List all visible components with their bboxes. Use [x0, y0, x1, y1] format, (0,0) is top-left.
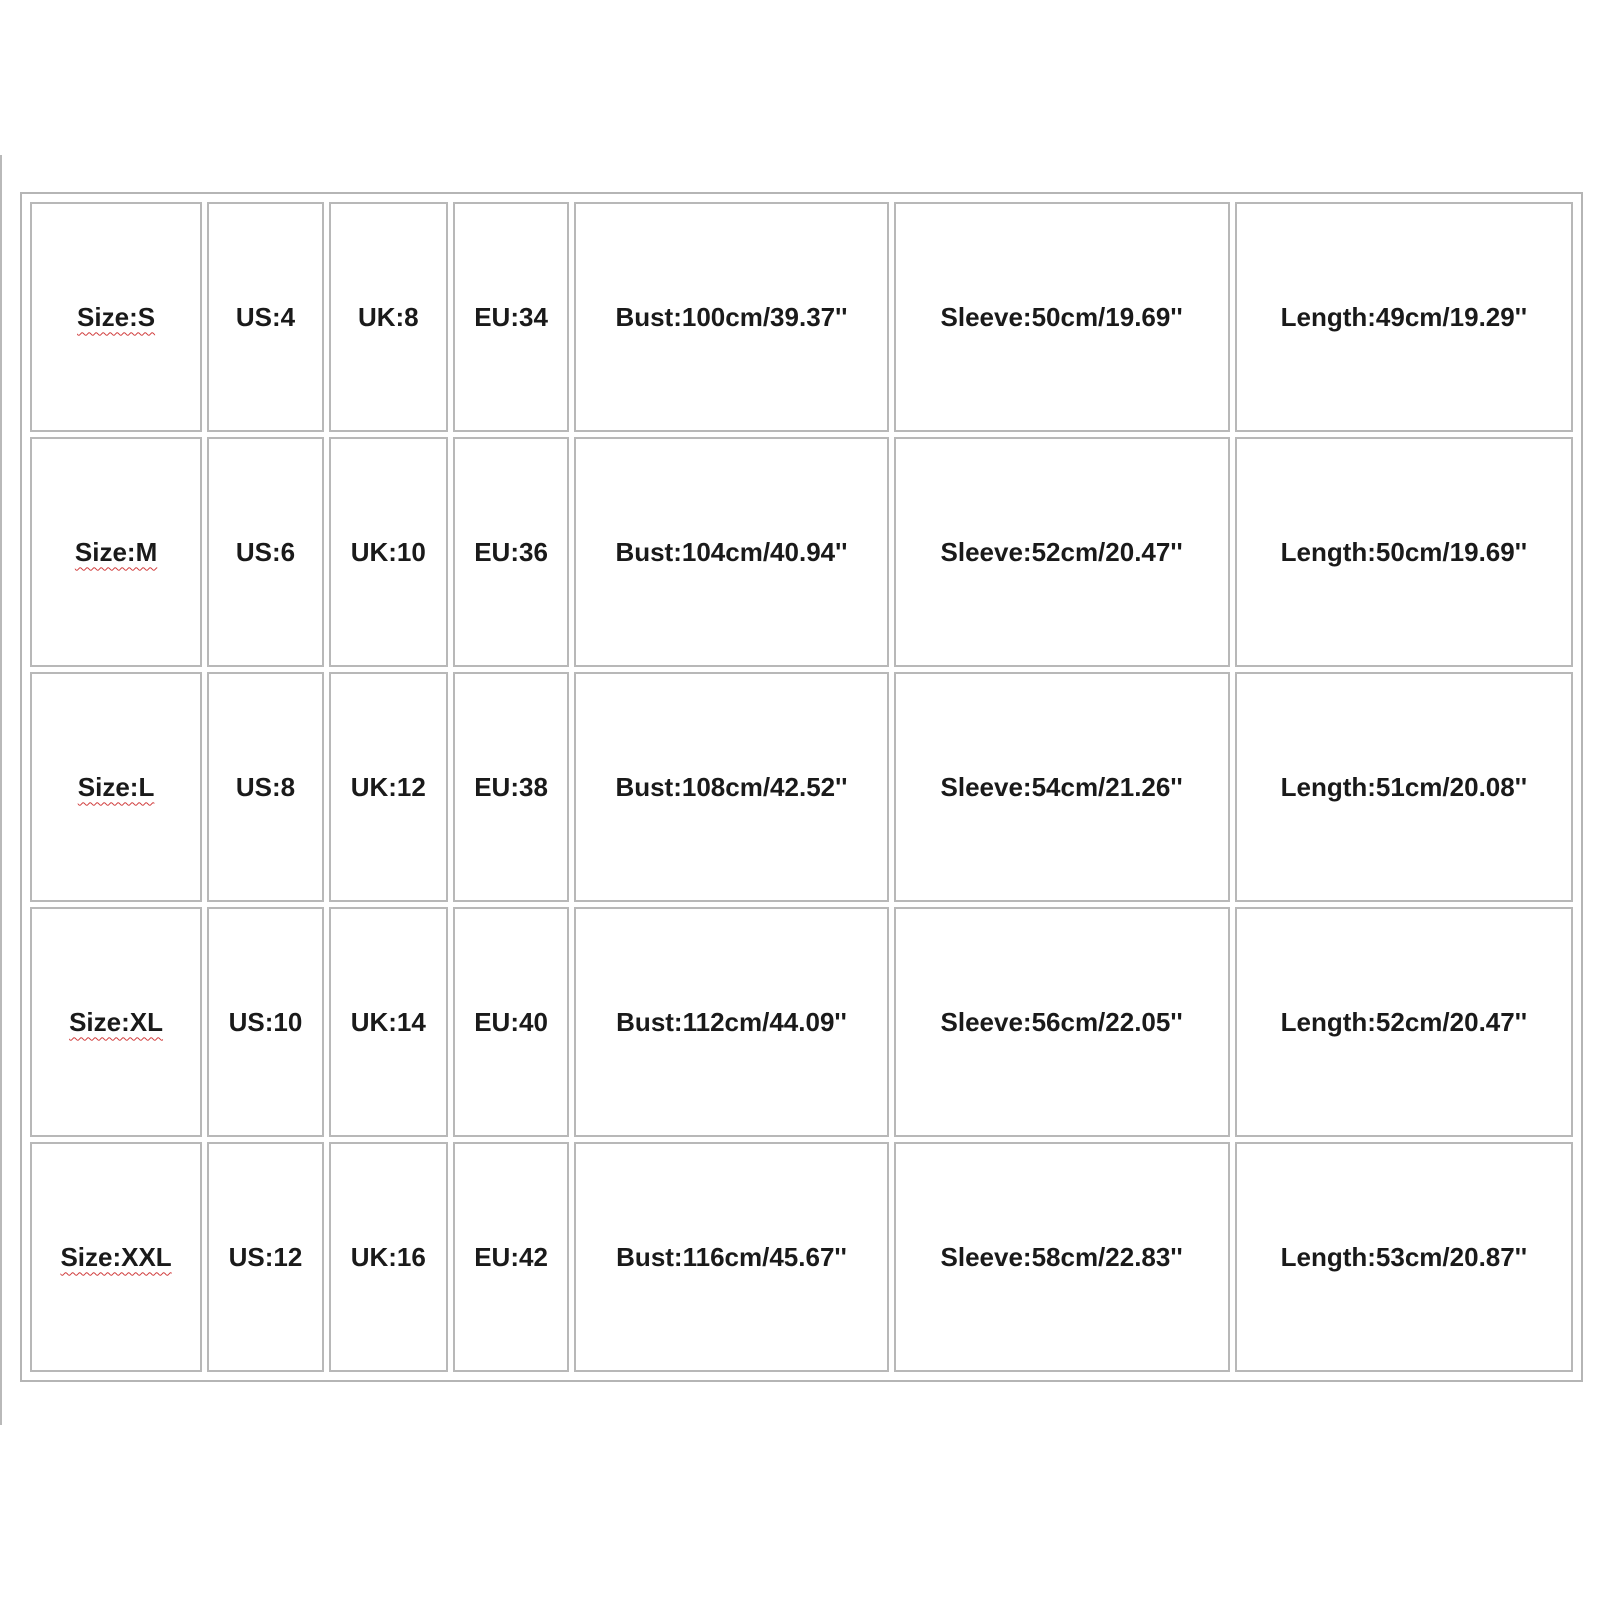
length-cell: Length:51cm/20.08'' [1235, 672, 1573, 902]
left-border-line [0, 155, 2, 1425]
length-cell: Length:50cm/19.69'' [1235, 437, 1573, 667]
table-row [30, 907, 1573, 1137]
size-cell [30, 202, 202, 432]
bust-cell: Bust:112cm/44.09'' [574, 907, 888, 1137]
eu-size-cell: EU:42 [453, 1142, 570, 1372]
size-chart-table [25, 197, 1578, 1377]
length-cell: Length:53cm/20.87'' [1235, 1142, 1573, 1372]
size-label: Size:XL [69, 1006, 164, 1037]
uk-size-cell: UK:10 [329, 437, 448, 667]
size-label: Size:L [77, 771, 155, 802]
eu-size-cell: EU:38 [453, 672, 570, 902]
sleeve-cell: Sleeve:54cm/21.26'' [894, 672, 1230, 902]
sleeve-cell: Sleeve:56cm/22.05'' [894, 907, 1230, 1137]
uk-size-cell: UK:12 [329, 672, 448, 902]
eu-size-cell: EU:40 [453, 907, 570, 1137]
sleeve-cell: Sleeve:52cm/20.47'' [894, 437, 1230, 667]
length-cell: Length:52cm/20.47'' [1235, 907, 1573, 1137]
bust-cell: Bust:108cm/42.52'' [574, 672, 888, 902]
bust-cell: Bust:100cm/39.37'' [574, 202, 888, 432]
size-cell [30, 1142, 202, 1372]
size-label: Size:S [77, 301, 156, 332]
eu-size-cell: EU:34 [453, 202, 570, 432]
us-size-cell: US:4 [207, 202, 324, 432]
us-size-cell: US:12 [207, 1142, 324, 1372]
eu-size-cell: EU:36 [453, 437, 570, 667]
size-chart-frame [20, 192, 1583, 1382]
table-row [30, 672, 1573, 902]
us-size-cell: US:10 [207, 907, 324, 1137]
uk-size-cell: UK:16 [329, 1142, 448, 1372]
length-cell: Length:49cm/19.29'' [1235, 202, 1573, 432]
size-label: Size:XXL [60, 1241, 172, 1272]
size-cell [30, 907, 202, 1137]
sleeve-cell: Sleeve:58cm/22.83'' [894, 1142, 1230, 1372]
size-label: Size:M [74, 536, 158, 567]
table-row [30, 1142, 1573, 1372]
us-size-cell: US:8 [207, 672, 324, 902]
bust-cell: Bust:116cm/45.67'' [574, 1142, 888, 1372]
bust-cell: Bust:104cm/40.94'' [574, 437, 888, 667]
uk-size-cell: UK:14 [329, 907, 448, 1137]
table-row [30, 202, 1573, 432]
size-cell [30, 672, 202, 902]
uk-size-cell: UK:8 [329, 202, 448, 432]
sleeve-cell: Sleeve:50cm/19.69'' [894, 202, 1230, 432]
table-row [30, 437, 1573, 667]
us-size-cell: US:6 [207, 437, 324, 667]
size-cell [30, 437, 202, 667]
